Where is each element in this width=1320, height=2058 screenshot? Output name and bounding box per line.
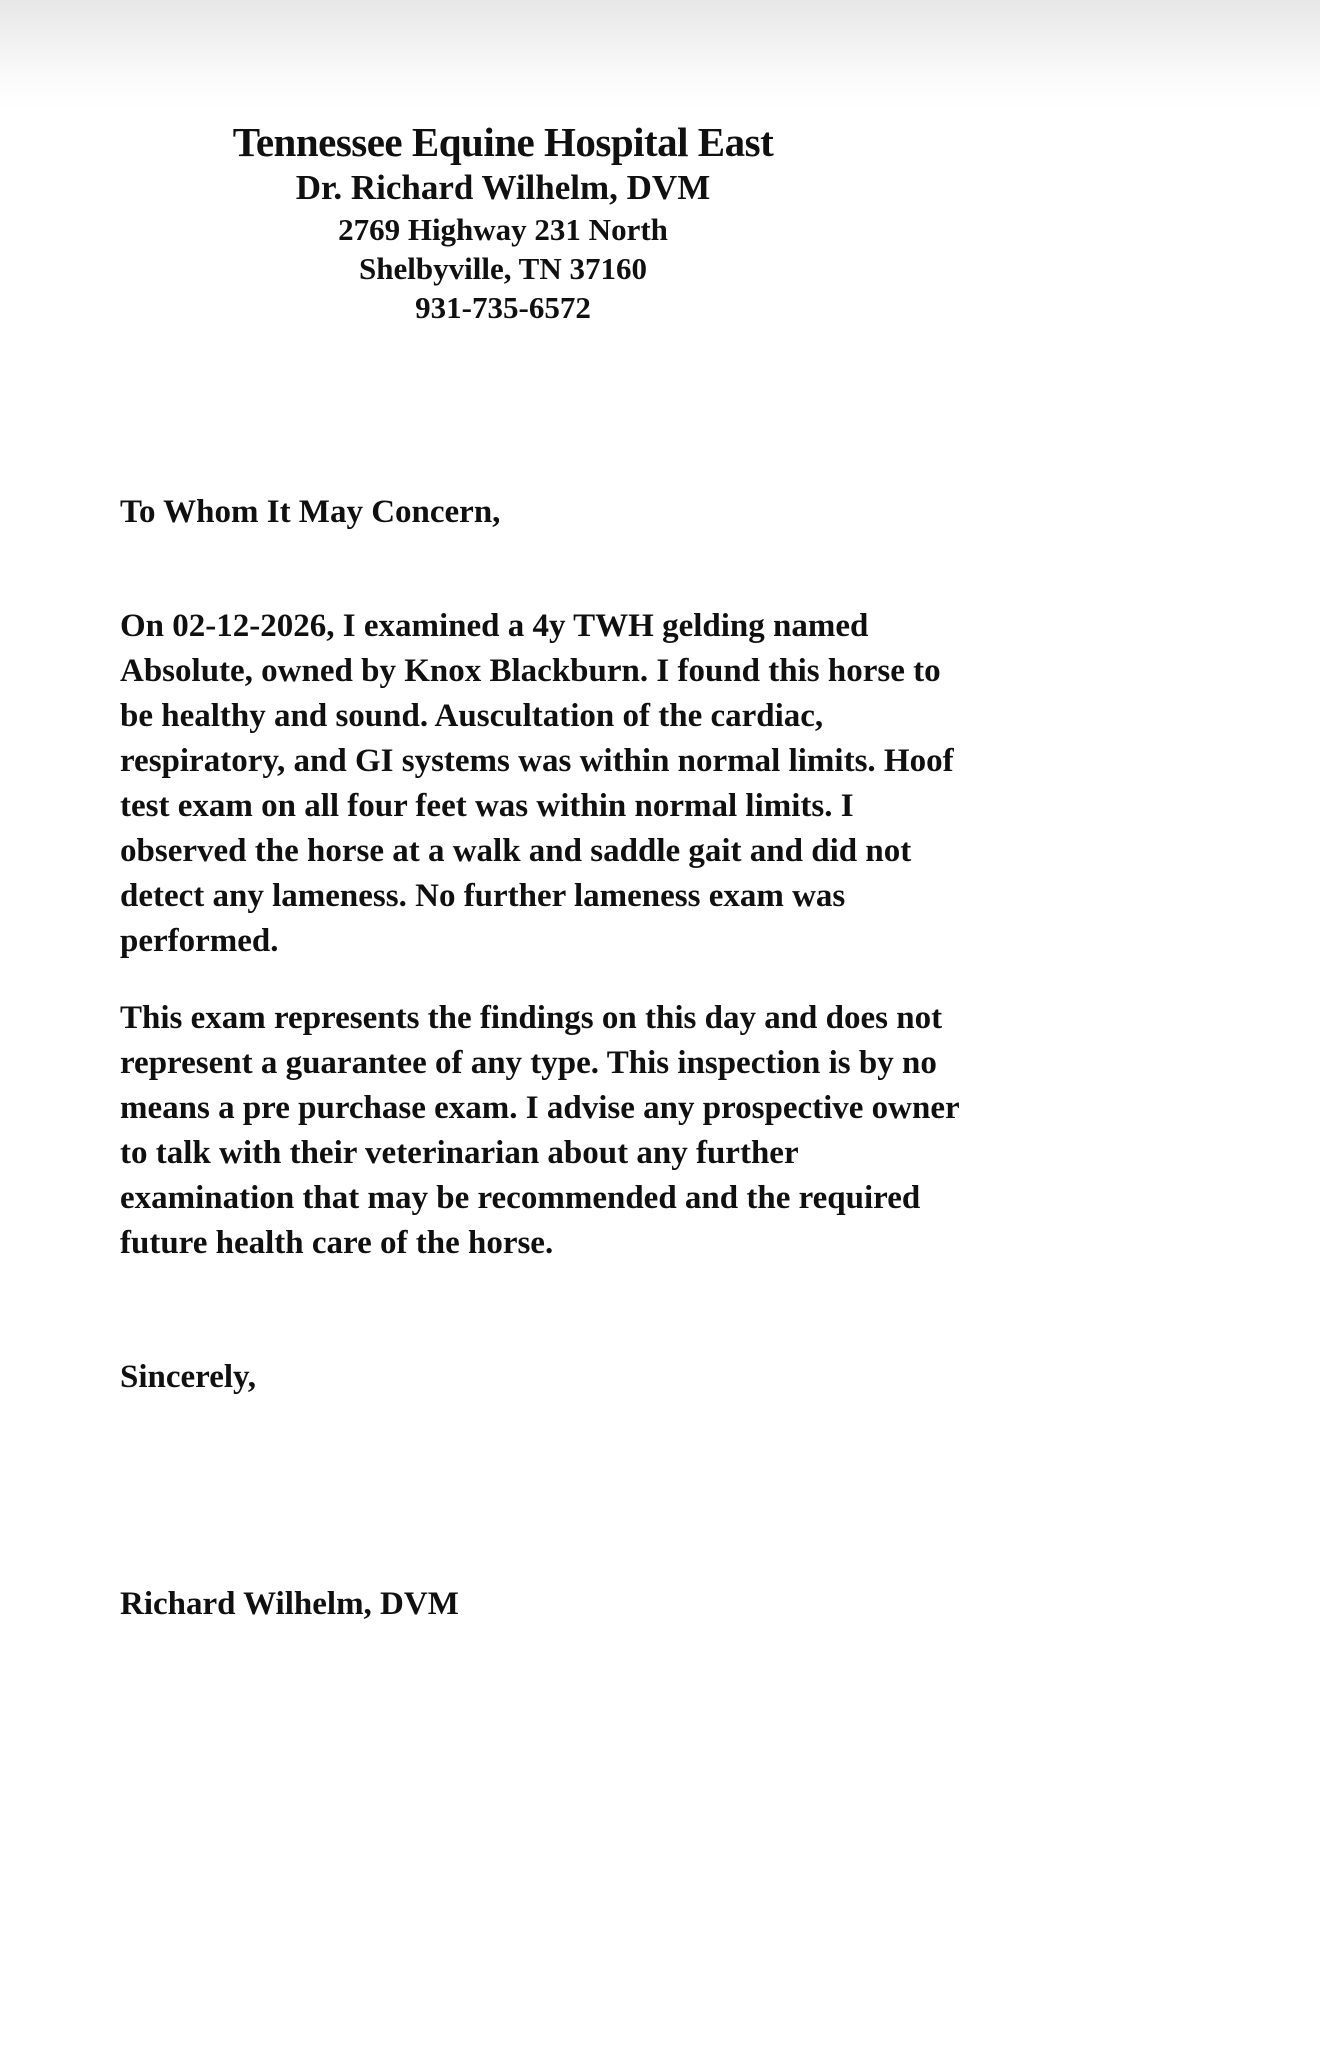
paragraph-line: be healthy and sound. Auscultation of the cardiac,: [120, 698, 824, 734]
paragraph-line: Absolute, owned by Knox Blackburn. I found this horse to: [120, 653, 941, 689]
disclaimer-paragraph: [120, 996, 1130, 1266]
paragraph-line: On 02-12-2026, I examined a 4y TWH gelding named: [120, 608, 869, 644]
address-line-1: 2769 Highway 231 North: [338, 212, 668, 247]
paragraph-line: represent a guarantee of any type. This inspection is by no: [120, 1045, 937, 1081]
paragraph-line: detect any lameness. No further lameness exam was: [120, 878, 846, 914]
salutation: To Whom It May Concern,: [120, 494, 501, 530]
exam-findings-paragraph: [120, 604, 1130, 964]
paragraph-line: test exam on all four feet was within normal limits. I: [120, 788, 854, 824]
letterhead: [120, 118, 886, 327]
address-line-2: Shelbyville, TN 37160: [359, 251, 647, 286]
closing: Sincerely,: [120, 1359, 256, 1395]
paragraph-line: This exam represents the findings on this day and does not: [120, 1000, 943, 1036]
paragraph-line: performed.: [120, 923, 279, 959]
signature-name: Richard Wilhelm, DVM: [120, 1586, 459, 1622]
phone-number: 931-735-6572: [415, 290, 591, 325]
veterinarian-name: Dr. Richard Wilhelm, DVM: [295, 168, 711, 207]
clinic-name: Tennessee Equine Hospital East: [232, 119, 774, 165]
paragraph-line: future health care of the horse.: [120, 1225, 554, 1261]
paragraph-line: means a pre purchase exam. I advise any prospective owner: [120, 1090, 960, 1126]
paragraph-line: examination that may be recommended and the required: [120, 1180, 921, 1216]
paragraph-line: observed the horse at a walk and saddle gait and did not: [120, 833, 912, 869]
paragraph-line: to talk with their veterinarian about any further: [120, 1135, 799, 1171]
paragraph-line: respiratory, and GI systems was within normal limits. Hoof: [120, 743, 954, 779]
